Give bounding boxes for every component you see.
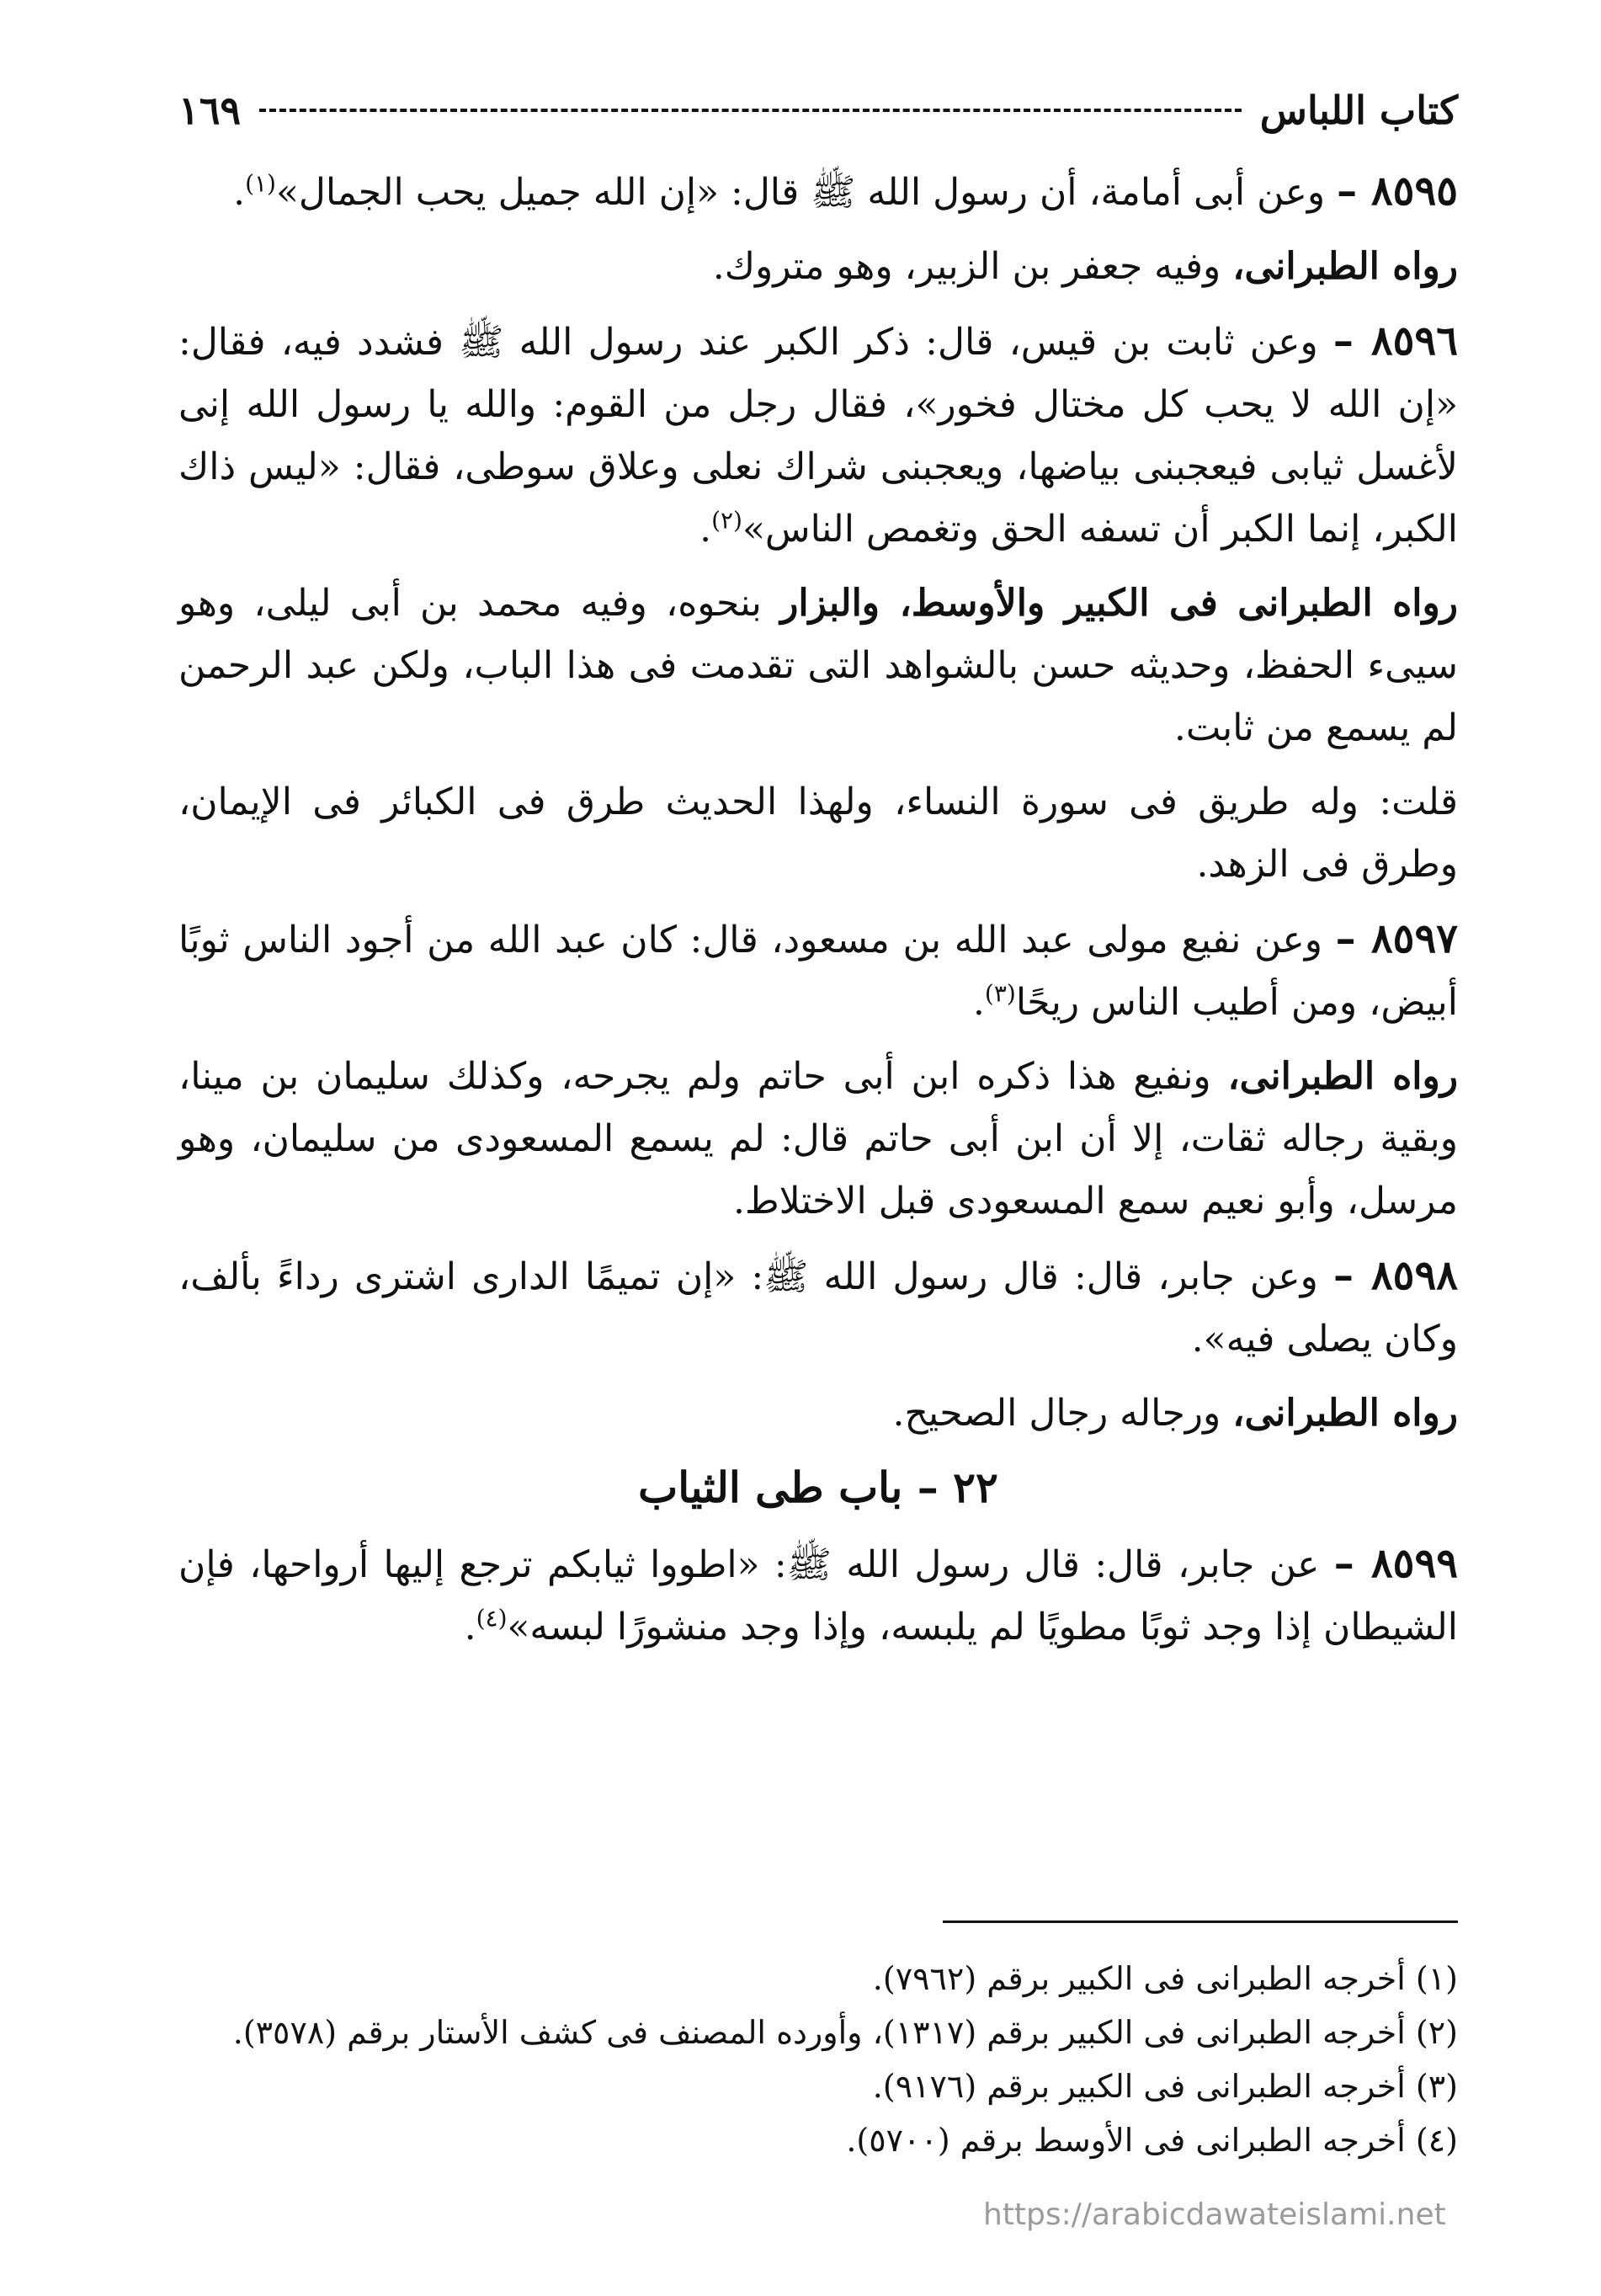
source-citation: رواه الطبرانى، (1227, 1055, 1458, 1098)
source-citation: رواه الطبرانى فى الكبير والأوسط، والبزار (780, 582, 1459, 625)
hadith-number: ٨٥٩٥ – (1337, 168, 1458, 215)
header-dashed-rule (259, 109, 1242, 112)
hadith-8596: ٨٥٩٦ – وعن ثابت بن قيس، قال: ذكر الكبر عند رسول الله ﷺ فشدد فيه، فقال: «إن الله لا يحب كل مختال فخور»، فقال رجل من القوم: والله يا رسول الله إنى لأغسل ثيابى فيعجبنى بياضها، ويعجبنى شراك نعلى وعلاق سوطى، فقال: «ليس ذاك الكبر، إنما الكبر أن تسفه الحق وتغمص الناس»$^{(٢)}$. (178, 317, 1458, 551)
watermark-url: https://arabicdawateislami.net (983, 2197, 1446, 2232)
hadith-text: وعن نفيع مولى عبد الله بن مسعود، قال: كان عبد الله من أجود الناس ثوبًا أبيض، ومن أطيب الناس ريحًا (178, 919, 1458, 1024)
hadith-8597: ٨٥٩٧ – وعن نفيع مولى عبد الله بن مسعود، قال: كان عبد الله من أجود الناس ثوبًا أبيض، ومن أطيب الناس ريحًا$^{(٣)}$. (178, 915, 1458, 1024)
chapter-title: ٢٢ – باب طى الثياب (638, 1462, 998, 1512)
hadith-number: ٨٥٩٦ – (1332, 317, 1458, 365)
hadith-8599: ٨٥٩٩ – عن جابر، قال: قال رسول الله ﷺ: «اطووا ثيابكم ترجع إليها أرواحها، فإن الشيطان إذا وجد ثوبًا مطويًا لم يلبسه، وإذا وجد منشورًا لبسه»$^{(٤)}$. (178, 1540, 1458, 1649)
book-title: كتاب اللباس (1259, 88, 1458, 133)
hadith-8595: ٨٥٩٥ – وعن أبى أمامة، أن رسول الله ﷺ قال: «إن الله جميل يحب الجمال»$^{(١)}$. (233, 168, 1458, 215)
source-citation: رواه الطبرانى، (1232, 245, 1458, 288)
main-text (178, 160, 1458, 1670)
hadith-text: وعن أبى أمامة، أن رسول الله ﷺ قال: «إن الله جميل يحب الجمال» (275, 171, 1326, 214)
hadith-8598 (178, 1244, 1458, 1371)
hadith-text: وعن ثابت بن قيس، قال: ذكر الكبر عند رسول الله ﷺ فشدد فيه، فقال: «إن الله لا يحب كل مختال فخور»، فقال رجل من القوم: والله يا رسول الله إنى لأغسل ثيابى فيعجبنى بياضها، ويعجبنى شراك نعلى وعلاق سوطى، فقال: «ليس ذاك الكبر، إنما الكبر أن تسفه الحق وتغمص الناس» (178, 321, 1458, 551)
hadith-number: ٨٥٩٩ – (1333, 1540, 1458, 1587)
hadith-text: وعن جابر، قال: قال رسول الله ﷺ: «إن تميمًا الدارى اشترى رداءً بألف، وكان يصلى فيه». (178, 1255, 1458, 1361)
footnote-divider (943, 1920, 1458, 1923)
page-number: ١٦٩ (178, 88, 242, 133)
commentary-text: وفيه جعفر بن الزبير، وهو متروك. (712, 245, 1221, 288)
footnote-4: (٤) أخرجه الطبرانى فى الأوسط برقم (٥٧٠٠). (846, 2122, 1458, 2159)
source-citation: رواه الطبرانى، (1232, 1392, 1458, 1435)
footnote-ref: (٣) (984, 979, 1016, 1008)
footnotes (178, 1952, 1458, 2167)
editor-note-text: قلت: وله طريق فى سورة النساء، ولهذا الحديث طرق فى الكبائر فى الإيمان، وطرق فى الزهد. (178, 780, 1458, 886)
commentary (178, 1046, 1458, 1233)
footnote-ref: (٤) (476, 1604, 508, 1633)
commentary (178, 236, 1458, 298)
commentary-text: بنحوه، وفيه محمد بن أبى ليلى، وهو سيىء الحفظ، وحديثه حسن بالشواهد التى تقدمت فى هذا الباب، ولكن عبد الرحمن لم يسمع من ثابت. (178, 582, 1458, 749)
hadith-number: ٨٥٩٨ – (1333, 1252, 1458, 1299)
footnote-2: (٢) أخرجه الطبرانى فى الكبير برقم (١٣١٧)، وأورده المصنف فى كشف الأستار برقم (٣٥٧٨). (232, 2014, 1458, 2051)
commentary-text: ورجاله رجال الصحيح. (892, 1392, 1221, 1435)
footnote-1: (١) أخرجه الطبرانى فى الكبير برقم (٧٩٦٢). (872, 1960, 1458, 1997)
footnote-ref: (٢) (711, 506, 742, 535)
editor-note (178, 771, 1458, 896)
hadith-number: ٨٥٩٧ – (1335, 915, 1458, 962)
running-header (178, 81, 1458, 140)
hadith-text: عن جابر، قال: قال رسول الله ﷺ: «اطووا ثيابكم ترجع إليها أرواحها، فإن الشيطان إذا وجد ثوبًا مطويًا لم يلبسه، وإذا وجد منشورًا لبسه» (178, 1543, 1458, 1649)
commentary (178, 573, 1458, 759)
footnote-3: (٣) أخرجه الطبرانى فى الكبير برقم (٩١٧٦). (872, 2068, 1458, 2105)
commentary (178, 1382, 1458, 1445)
commentary-text: ونفيع هذا ذكره ابن أبى حاتم ولم يجرحه، وكذلك سليمان بن مينا، وبقية رجاله ثقات، إلا أن ابن أبى حاتم قال: لم يسمع المسعودى من سليمان، وهو مرسل، وأبو نعيم سمع المسعودى قبل الاختلاط. (178, 1055, 1458, 1223)
footnote-ref: (١) (245, 169, 276, 198)
